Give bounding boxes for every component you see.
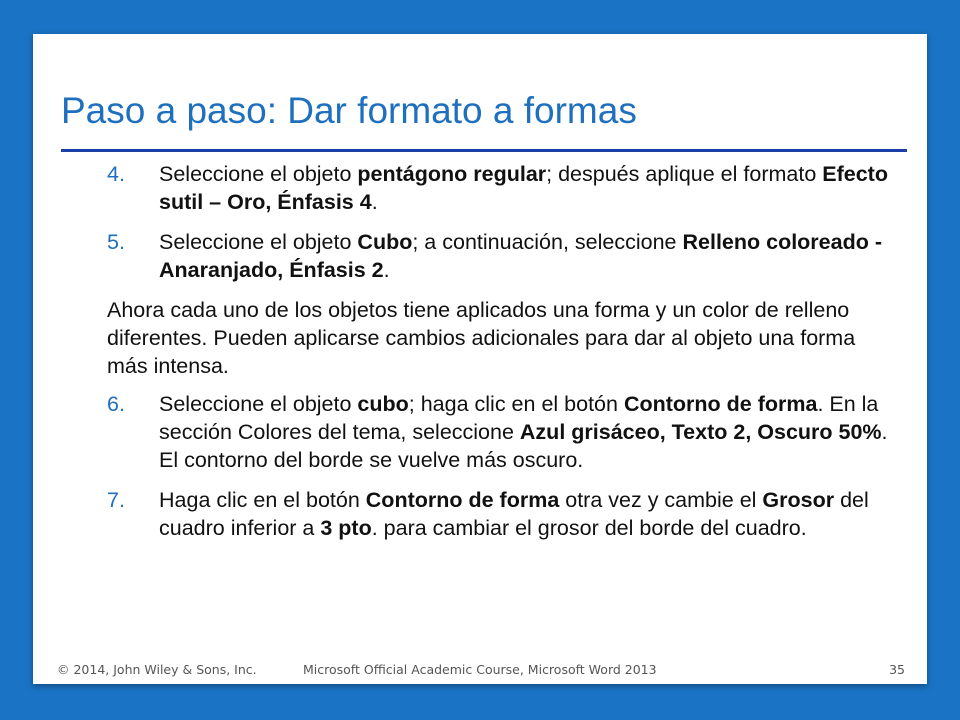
footer-copyright: © 2014, John Wiley & Sons, Inc. [57,662,257,677]
title-underline [61,149,907,152]
step-number: 7. [107,488,125,512]
bold-term: 3 pto [320,516,372,540]
bold-term: Grosor [762,488,835,512]
bold-term: Contorno de forma [365,488,560,512]
step-4 [107,160,907,216]
step-text: Haga clic en el botón Contorno de forma otra vez y cambie el Grosor del cuadro inferior a 3 pto. para cambiar el grosor del borde del cuadro. [159,488,869,540]
bold-term: Cubo [357,230,413,254]
info-paragraph: Ahora cada uno de los objetos tiene aplicados una forma y un color de relleno diferentes. Pueden aplicarse cambios adicionales para dar al objeto una forma más intensa. [107,298,856,378]
bold-term: Azul grisáceo, Texto 2, Oscuro 50% [519,420,882,444]
step-number: 5. [107,230,125,254]
step-7 [107,486,907,542]
bold-term: pentágono regular [357,162,547,186]
bold-term: cubo [357,392,409,416]
step-number: 6. [107,392,125,416]
step-text: Seleccione el objeto Cubo; a continuación, seleccione Relleno coloreado - Anaranjado, Énfasis 2. [159,230,882,282]
footer-course: Microsoft Official Academic Course, Microsoft Word 2013 [303,662,657,677]
step-number: 4. [107,162,125,186]
bold-term: Relleno coloreado - Anaranjado, Énfasis 2 [159,230,882,282]
step-text: Seleccione el objeto cubo; haga clic en el botón Contorno de forma. En la sección Colores del tema, seleccione Azul grisáceo, Texto 2, Oscuro 50%. El contorno del borde se vuelve más oscuro. [159,392,888,472]
bold-term: Efecto sutil – Oro, Énfasis 4 [159,162,888,214]
step-6 [107,390,907,474]
slide [33,34,927,684]
slide-content [107,160,907,554]
slide-title: Paso a paso: Dar formato a formas [61,90,637,131]
page-number: 35 [889,662,905,677]
bold-term: Contorno de forma [623,392,818,416]
step-5 [107,228,907,284]
step-text: Seleccione el objeto pentágono regular; después aplique el formato Efecto sutil – Oro, Énfasis 4. [159,162,888,214]
